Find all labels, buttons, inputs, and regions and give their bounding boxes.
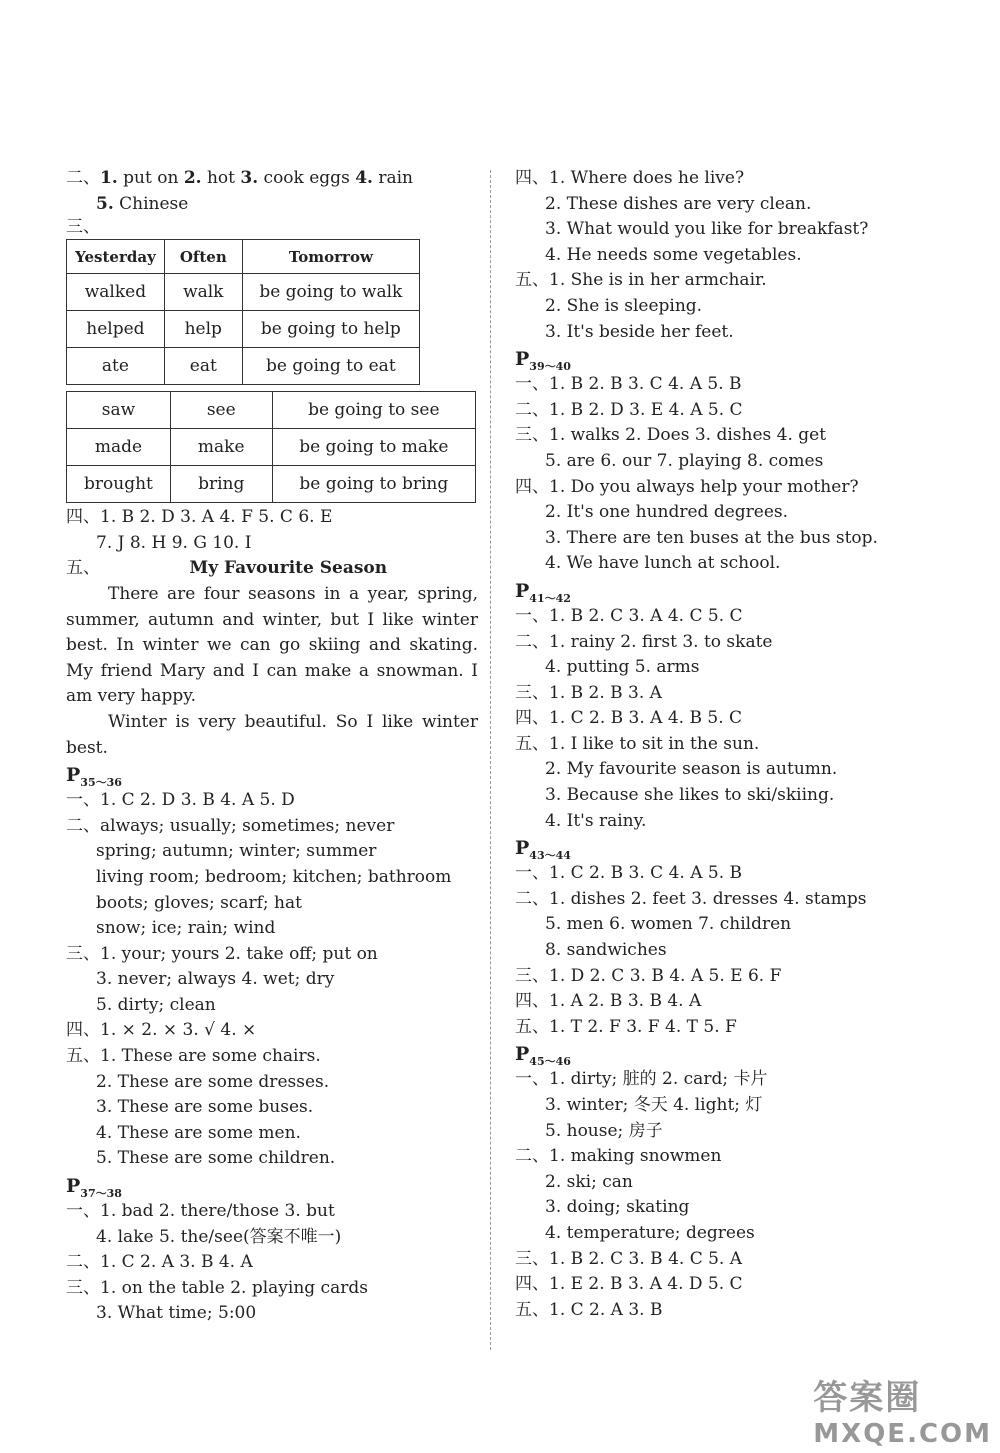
answer-part: 1. [100,168,118,188]
watermark-logo [813,1370,992,1449]
page-heading-45-46: $P_{45\sim 46}$ [515,1043,571,1069]
section-2-line-1 [66,166,478,192]
answer-line: 3. winter; 冬天 4. light; 灯 [545,1095,763,1115]
answer-line: 四、1. A 2. B 3. B 4. A [515,991,702,1012]
answer-line: 五、1. T 2. F 3. F 4. T 5. F [515,1016,737,1037]
answer-part: hot [201,168,241,188]
answer-line: 五、1. These are some chairs. [66,1046,321,1067]
table-cell: saw [67,392,171,429]
answer-line: 一、1. C 2. B 3. C 4. A 5. B [515,863,743,884]
answer-line: 3. Because she likes to ski/skiing. [545,785,835,806]
watermark-cn: 答案圈 [813,1378,922,1418]
section-5-heading [66,556,478,582]
page-heading-43-44: $P_{43\sim 44}$ [515,837,571,863]
answer-line: 2. These dishes are very clean. [545,193,812,214]
section-5-label: 五、 [66,558,100,579]
answer-line: 二、1. making snowmen [515,1146,722,1167]
answer-line: 2. It's one hundred degrees. [545,502,789,523]
table-cell: see [170,392,272,429]
answer-line: 三、1. on the table 2. playing cards [66,1277,368,1298]
answer-line: 2. She is sleeping. [545,295,703,316]
answer-line: 四、1. × 2. × 3. √ 4. × [66,1020,257,1041]
page-heading-35-36: $P_{35\sim 36}$ [66,764,122,789]
section-4-line-1: 四、1. B 2. D 3. A 4. F 5. C 6. E [66,507,333,528]
answer-line: 3. There are ten buses at the bus stop. [545,527,878,548]
answer-line: 4. lake 5. the/see(答案不唯一) [96,1226,342,1247]
answer-line: 3. doing; skating [545,1197,690,1218]
answer-line: 五、1. C 2. A 3. B [515,1299,663,1320]
answer-line: 2. These are some dresses. [96,1071,330,1092]
essay-paragraph-2: Winter is very beautiful. So I like winter best. [66,711,478,758]
verb-table-1 [66,239,420,385]
table-header-cell: Yesterday [67,240,165,274]
answer-part: rain [372,168,414,188]
answer-line: 4. We have lunch at school. [545,553,781,574]
answer-line: 一、1. C 2. D 3. B 4. A 5. D [66,790,295,811]
section-2-line-2 [66,192,478,218]
answer-part: Chinese [113,193,189,214]
answers-35-36 [66,788,478,1172]
table-row [67,466,476,503]
table-cell: be going to bring [272,466,475,503]
answer-line: 3. These are some buses. [96,1097,314,1118]
table-cell: be going to make [272,429,475,466]
table-cell: bring [170,466,272,503]
answer-line: 二、1. B 2. D 3. E 4. A 5. C [515,399,743,420]
table-cell: helped [67,311,165,348]
section-3-label: 三、 [66,217,100,238]
answer-part: 5. [96,193,114,214]
answer-part: cook eggs [258,168,356,188]
essay-paragraph-1: There are four seasons in a year, spring, summer, autumn and winter, but I like winter best. In winter we can go skiing and skating. My friend Mary and I can make a snowman. I am very happy. [66,583,478,707]
answer-line: 5. men 6. women 7. children [545,914,792,935]
section-4-line-2: 7. J 8. H 9. G 10. I [96,532,252,553]
answer-line: 二、1. C 2. A 3. B 4. A [66,1252,253,1273]
answer-part: 2. [183,168,202,188]
table-header-cell: Often [164,240,242,274]
table-row [67,348,420,385]
watermark-en: MXQE.COM [813,1419,992,1449]
answer-line: 一、1. dirty; 脏的 2. card; 卡片 [515,1069,768,1090]
answer-line: 5. are 6. our 7. playing 8. comes [545,450,824,471]
table-cell: walked [67,274,165,311]
answer-line: spring; autumn; winter; summer [96,841,377,862]
answer-part: 4. [355,168,373,188]
answer-line: 4. He needs some vegetables. [545,244,802,265]
answer-line: 四、1. Do you always help your mother? [515,476,859,497]
table-header-cell: Tomorrow [242,240,419,274]
table-cell: eat [164,348,242,385]
answer-line: 四、1. C 2. B 3. A 4. B 5. C [515,708,743,729]
answer-line: 一、1. bad 2. there/those 3. but [66,1201,335,1222]
answer-line: 四、1. Where does he live? [515,168,745,188]
answer-line: 5. house; 房子 [545,1120,663,1141]
page-heading-37-38: $P_{37\sim 38}$ [66,1175,122,1200]
answer-line: 三、1. B 2. C 3. B 4. C 5. A [515,1248,743,1269]
table-cell: be going to walk [242,274,419,311]
table-cell: be going to help [242,311,419,348]
answer-line: 五、1. She is in her armchair. [515,270,767,291]
page-heading-41-42: $P_{41\sim 42}$ [515,579,571,605]
table-cell: make [170,429,272,466]
answers-45-46 [515,1067,935,1323]
answer-line: snow; ice; rain; wind [96,918,276,939]
answer-line: boots; gloves; scarf; hat [96,892,302,913]
answers-continued [515,166,935,345]
answer-line: 3. What time; 5:00 [96,1303,257,1324]
table-cell: ate [67,348,165,385]
table-cell: walk [164,274,242,311]
answer-line: 3. What would you like for breakfast? [545,219,869,240]
table-cell: be going to eat [242,348,419,385]
table-row [67,274,420,311]
answer-line: 2. ski; can [545,1171,633,1192]
answer-part: put on [117,168,184,188]
answer-line: 三、1. B 2. B 3. A [515,682,662,703]
answer-line: 3. It's beside her feet. [545,321,734,342]
section-label: 二、 [66,168,100,188]
answer-line: 5. These are some children. [96,1148,336,1169]
page-heading-39-40: $P_{39\sim 40}$ [515,348,571,373]
right-column [515,166,935,1323]
answer-line: 一、1. B 2. C 3. A 4. C 5. C [515,605,743,626]
table-header-row [67,240,420,274]
answer-line: 4. These are some men. [96,1122,301,1143]
answer-line: 二、always; usually; sometimes; never [66,815,395,836]
answer-line: 二、1. dishes 2. feet 3. dresses 4. stamps [515,888,867,909]
answer-line: 三、1. your; yours 2. take off; put on [66,943,378,964]
answer-line: 4. It's rainy. [545,810,647,831]
answer-line: 2. My favourite season is autumn. [545,759,838,780]
answer-line: 4. temperature; degrees [545,1222,755,1243]
answer-part: 3. [240,168,259,188]
table-row [67,311,420,348]
table-row [67,392,476,429]
answer-line: 二、1. rainy 2. first 3. to skate [515,631,773,652]
answers-39-40 [515,372,935,577]
table-cell: made [67,429,171,466]
table-cell: be going to see [272,392,475,429]
answer-line: living room; bedroom; kitchen; bathroom [96,866,452,887]
answer-line: 一、1. B 2. B 3. C 4. A 5. B [515,374,742,395]
answer-line: 4. putting 5. arms [545,657,700,678]
verb-table-2 [66,391,476,503]
answer-line: 3. never; always 4. wet; dry [96,969,335,990]
column-divider [490,170,491,1350]
answer-line: 五、1. I like to sit in the sun. [515,733,760,754]
table-row [67,429,476,466]
answer-line: 三、1. D 2. C 3. B 4. A 5. E 6. F [515,965,782,986]
left-column [66,166,478,1327]
answer-line: 三、1. walks 2. Does 3. dishes 4. get [515,425,827,446]
answer-line: 5. dirty; clean [96,994,216,1015]
essay-title: My Favourite Season [189,558,388,579]
answers-43-44 [515,861,935,1040]
table-cell: brought [67,466,171,503]
answers-37-38 [66,1199,478,1327]
answer-line: 8. sandwiches [545,940,667,961]
answers-41-42 [515,604,935,834]
table-cell: help [164,311,242,348]
answer-line: 四、1. E 2. B 3. A 4. D 5. C [515,1274,743,1295]
